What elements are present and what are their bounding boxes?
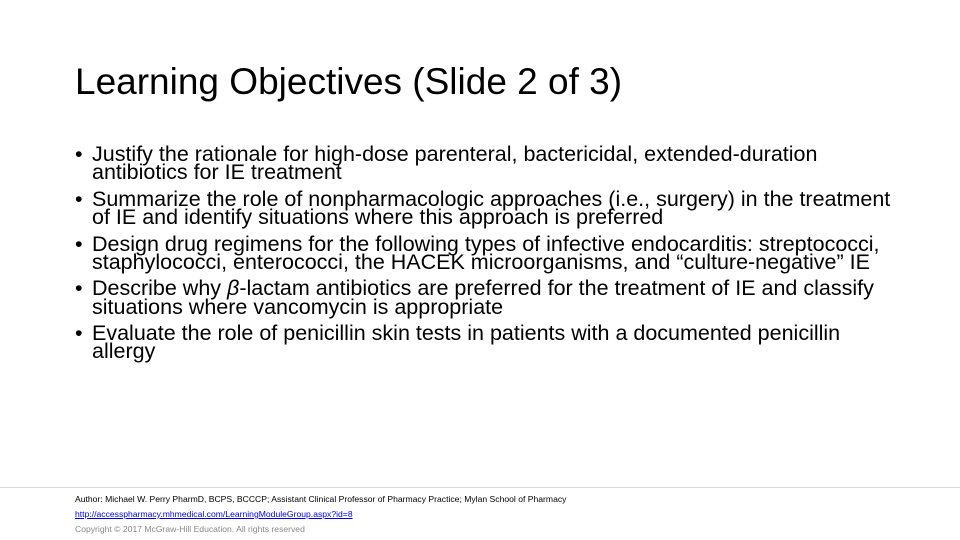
bullet-marker: • (75, 276, 83, 301)
objective-text: Summarize the role of nonpharmacologic approaches (i.e., surgery) in the treatment of IE and identify situations where this approach is preferred (92, 186, 891, 229)
objective-item (75, 142, 900, 185)
author-credit: Author: Michael W. Perry PharmD, BCPS, BCCCP; Assistant Clinical Professor of Pharmacy Practice; Mylan School of Pharmacy (75, 494, 567, 504)
beta-symbol: β (227, 276, 240, 301)
objective-text: Justify the rationale for high-dose parenteral, bactericidal, extended-duration antibiotics for IE treatment (92, 142, 818, 185)
objective-item (75, 231, 900, 274)
objective-text: Describe why β-lactam antibiotics are preferred for the treatment of IE and classify situations where vancomycin is appropriate (92, 276, 874, 319)
objective-text: Design drug regimens for the following types of infective endocarditis: streptococci, staphylococci, enterococci, the HACEK microorganisms, and “culture-negative” IE (92, 231, 880, 274)
bullet-marker: • (75, 321, 83, 346)
slide-footer (75, 493, 566, 535)
footer-divider (0, 487, 960, 488)
objective-text: Evaluate the role of penicillin skin tests in patients with a documented penicillin allergy (92, 321, 841, 364)
objective-item (75, 276, 900, 319)
objective-item (75, 186, 900, 229)
bullet-marker: • (75, 186, 83, 211)
slide-title: Learning Objectives (Slide 2 of 3) (75, 61, 623, 102)
objective-item (75, 321, 900, 364)
source-link[interactable]: http://accesspharmacy.mhmedical.com/LearningModuleGroup.aspx?id=8 (75, 509, 353, 519)
bullet-marker: • (75, 142, 83, 166)
copyright-notice: Copyright © 2017 McGraw-Hill Education. All rights reserved (75, 524, 305, 534)
objectives-list (75, 142, 900, 369)
bullet-marker: • (75, 231, 83, 256)
